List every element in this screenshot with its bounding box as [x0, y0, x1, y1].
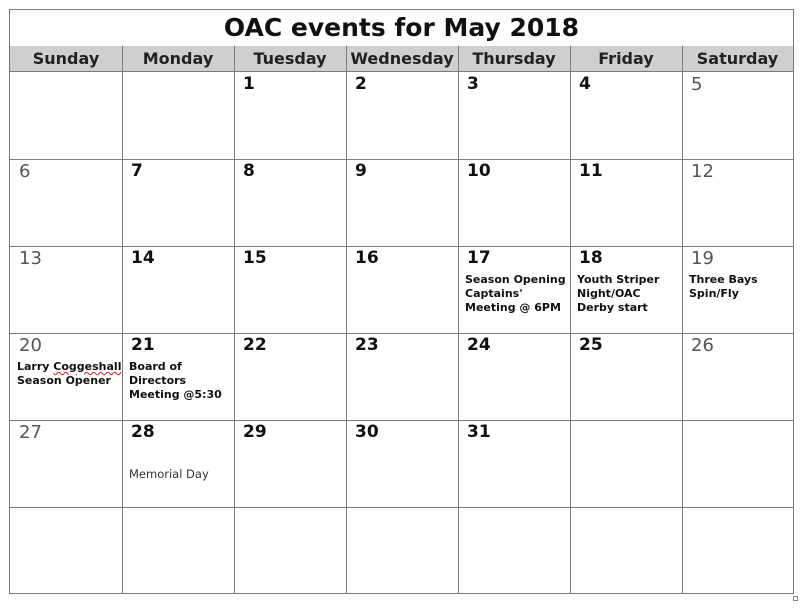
day-cell-23[interactable] — [346, 333, 458, 420]
grid-line-horizontal — [10, 246, 793, 247]
day-cell-21[interactable] — [122, 333, 234, 420]
day-number: 25 — [579, 335, 603, 355]
day-cell-13[interactable] — [10, 246, 122, 333]
day-number: 11 — [579, 161, 603, 181]
day-number: 7 — [131, 161, 143, 181]
day-number: 6 — [19, 161, 31, 182]
day-cell-9[interactable] — [346, 159, 458, 246]
day-cell-14[interactable] — [122, 246, 234, 333]
day-number: 13 — [19, 248, 42, 269]
event-text-part: Larry — [17, 360, 54, 373]
empty-cell[interactable] — [10, 72, 122, 159]
day-cell-8[interactable] — [234, 159, 346, 246]
grid-line-vertical — [346, 46, 347, 594]
day-number: 10 — [467, 161, 491, 181]
day-number: 15 — [243, 248, 267, 268]
spellcheck-word: Coggeshall — [53, 360, 122, 373]
day-header-tuesday: Tuesday — [234, 46, 346, 72]
day-header-sunday: Sunday — [10, 46, 122, 72]
day-cell-19[interactable] — [682, 246, 793, 333]
day-cell-22[interactable] — [234, 333, 346, 420]
day-number: 18 — [579, 248, 603, 268]
grid-line-vertical — [122, 46, 123, 594]
day-cell-24[interactable] — [458, 333, 570, 420]
day-cell-30[interactable] — [346, 420, 458, 507]
empty-cell[interactable] — [234, 507, 346, 594]
grid-line-horizontal — [10, 333, 793, 334]
day-cell-17[interactable] — [458, 246, 570, 333]
empty-cell[interactable] — [10, 507, 122, 594]
day-cell-15[interactable] — [234, 246, 346, 333]
day-number: 1 — [243, 74, 255, 94]
day-cell-7[interactable] — [122, 159, 234, 246]
day-number: 30 — [355, 422, 379, 442]
day-cell-25[interactable] — [570, 333, 682, 420]
day-number: 26 — [691, 335, 714, 356]
day-cell-18[interactable] — [570, 246, 682, 333]
day-header-saturday: Saturday — [682, 46, 793, 72]
empty-cell[interactable] — [122, 72, 234, 159]
day-number: 19 — [691, 248, 714, 269]
day-number: 29 — [243, 422, 267, 442]
holiday-note: Memorial Day — [129, 467, 209, 481]
day-number: 5 — [691, 74, 703, 95]
day-header-thursday: Thursday — [458, 46, 570, 72]
day-cell-28[interactable] — [122, 420, 234, 507]
empty-cell[interactable] — [682, 507, 793, 594]
empty-cell[interactable] — [570, 420, 682, 507]
day-number: 27 — [19, 422, 42, 443]
day-cell-4[interactable] — [570, 72, 682, 159]
day-number: 23 — [355, 335, 379, 355]
day-number: 24 — [467, 335, 491, 355]
empty-cell[interactable] — [346, 507, 458, 594]
day-number: 21 — [131, 335, 155, 355]
empty-cell[interactable] — [122, 507, 234, 594]
day-number: 22 — [243, 335, 267, 355]
day-cell-12[interactable] — [682, 159, 793, 246]
day-cell-27[interactable] — [10, 420, 122, 507]
day-number: 16 — [355, 248, 379, 268]
day-cell-16[interactable] — [346, 246, 458, 333]
grid-line-vertical — [458, 46, 459, 594]
day-number: 2 — [355, 74, 367, 94]
day-cell-1[interactable] — [234, 72, 346, 159]
day-cell-6[interactable] — [10, 159, 122, 246]
day-header-monday: Monday — [122, 46, 234, 72]
grid-line-horizontal — [10, 420, 793, 421]
day-cell-26[interactable] — [682, 333, 793, 420]
day-number: 3 — [467, 74, 479, 94]
event-text: Youth Striper Night/OAC Derby start — [577, 273, 660, 314]
calendar — [9, 9, 794, 594]
day-cell-11[interactable] — [570, 159, 682, 246]
grid-line-horizontal — [10, 507, 793, 508]
grid-line-vertical — [570, 46, 571, 594]
day-number: 9 — [355, 161, 367, 181]
resize-handle[interactable] — [793, 596, 798, 601]
day-number: 20 — [19, 335, 42, 356]
day-header-friday: Friday — [570, 46, 682, 72]
event-text: Board of Directors Meeting @5:30 — [129, 360, 222, 401]
empty-cell[interactable] — [682, 420, 793, 507]
day-cell-2[interactable] — [346, 72, 458, 159]
day-cell-5[interactable] — [682, 72, 793, 159]
day-cell-29[interactable] — [234, 420, 346, 507]
empty-cell[interactable] — [458, 507, 570, 594]
day-number: 12 — [691, 161, 714, 182]
event-text: Season Opening Captains' Meeting @ 6PM — [465, 273, 566, 314]
day-header-wednesday: Wednesday — [346, 46, 458, 72]
day-number: 31 — [467, 422, 491, 442]
calendar-title: OAC events for May 2018 — [10, 10, 793, 47]
day-number: 17 — [467, 248, 491, 268]
event-text — [17, 360, 121, 388]
day-number: 8 — [243, 161, 255, 181]
day-number: 28 — [131, 422, 155, 442]
empty-cell[interactable] — [570, 507, 682, 594]
grid-line-vertical — [682, 46, 683, 594]
grid-line-horizontal — [10, 159, 793, 160]
day-cell-3[interactable] — [458, 72, 570, 159]
day-number: 14 — [131, 248, 155, 268]
day-cell-31[interactable] — [458, 420, 570, 507]
grid-line-vertical — [234, 46, 235, 594]
day-number: 4 — [579, 74, 591, 94]
day-cell-10[interactable] — [458, 159, 570, 246]
event-text-part: Season Opener — [17, 374, 111, 387]
event-text: Three Bays Spin/Fly — [689, 273, 758, 300]
day-cell-20[interactable] — [10, 333, 122, 420]
